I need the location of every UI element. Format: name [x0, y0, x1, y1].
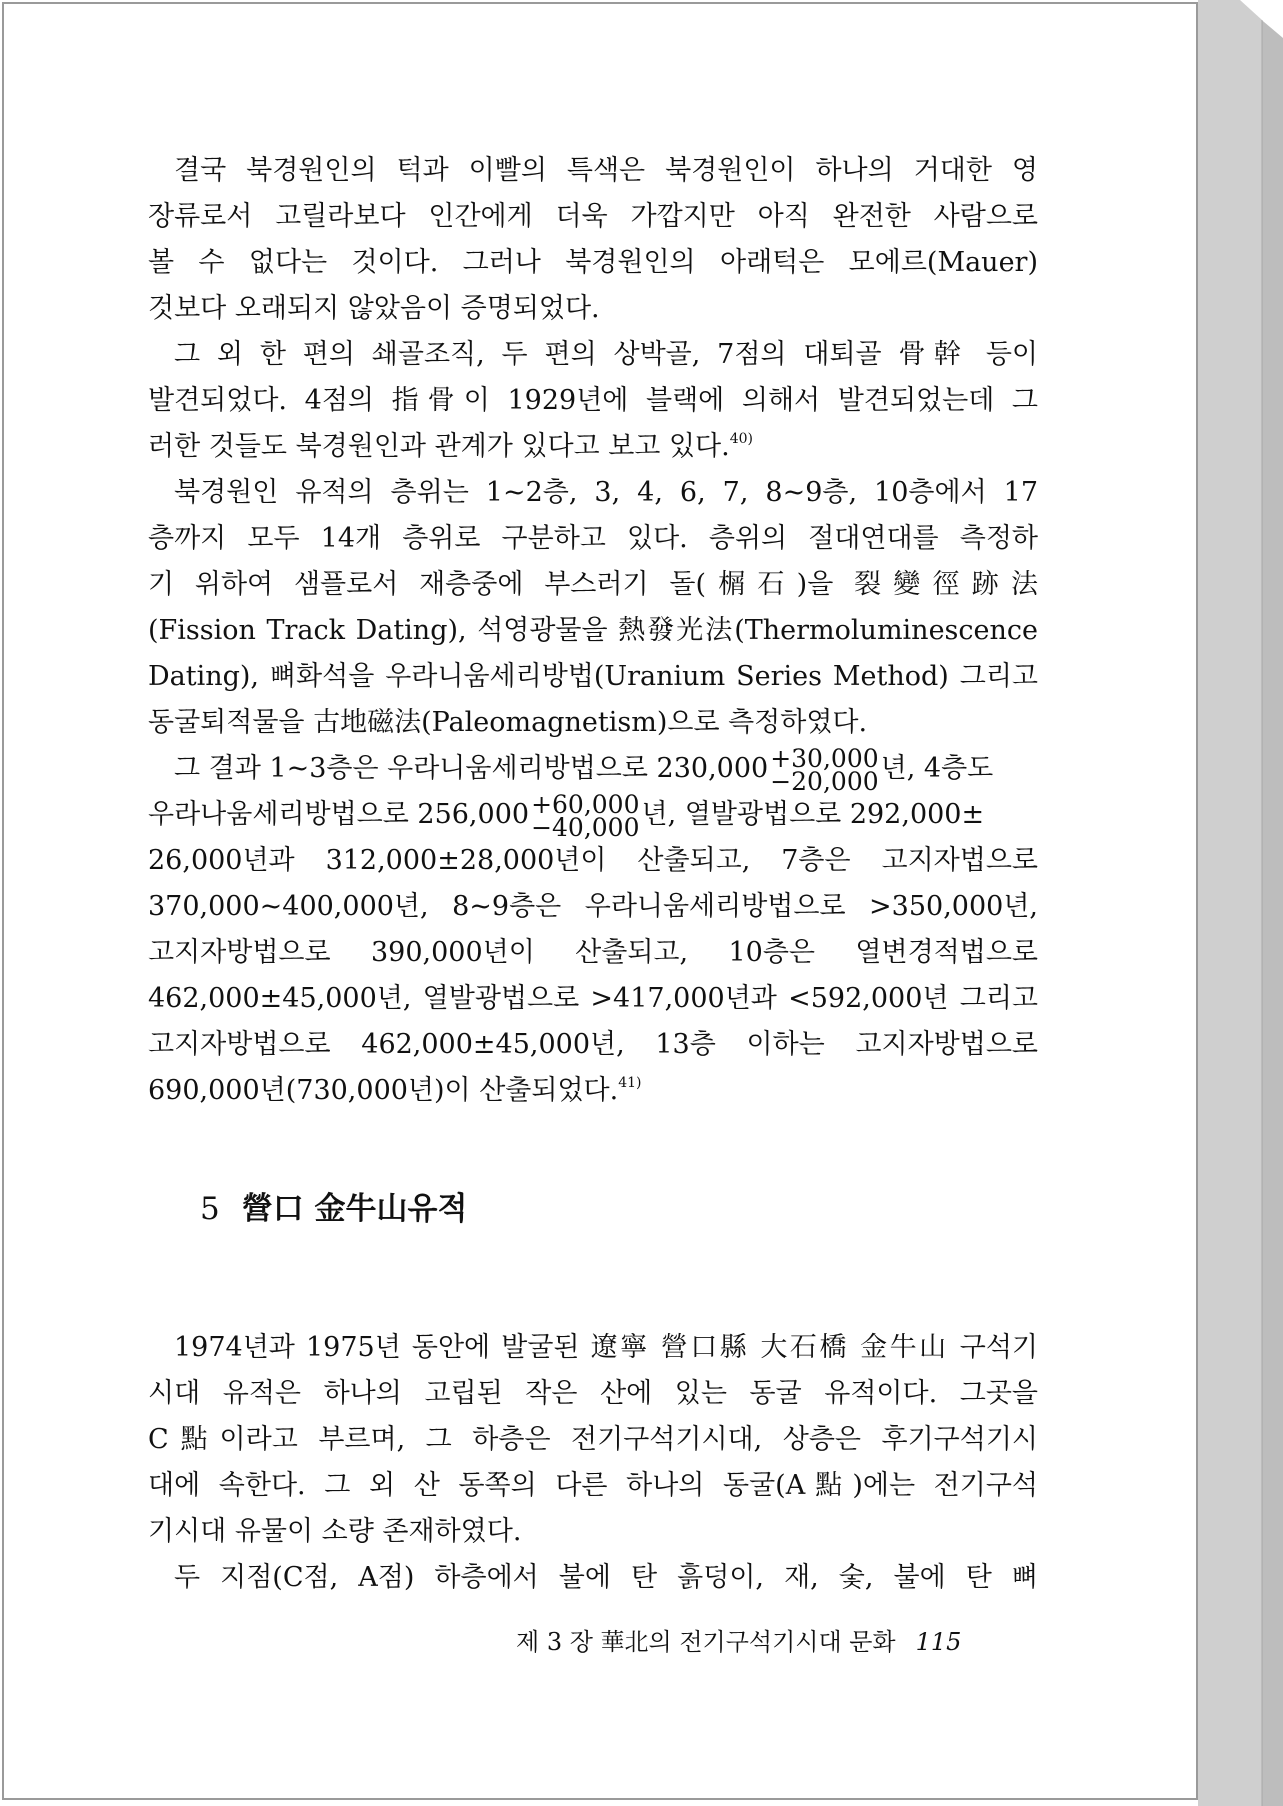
text-line: 볼 수 없다는 것이다. 그러나 북경원인의 아래턱은 모에르(Mauer)	[148, 247, 1038, 278]
range-upper: +30,000	[770, 743, 879, 773]
chapter-title: 제 3 장 華北의 전기구석기시대 문화	[516, 1628, 896, 1656]
text-segment: 년, 4층도	[880, 753, 994, 784]
range-lower: −20,000	[770, 766, 879, 796]
text-line: 기 위하여 샘플로서 재층중에 부스러기 돌(榍石)을 裂變徑跡法	[148, 569, 1038, 600]
text-line: 고지자방법으로 462,000±45,000년, 13층 이하는 고지자방법으로	[148, 1029, 1038, 1060]
text-line: 동굴퇴적물을 古地磁法(Paleomagnetism)으로 측정하였다.	[148, 707, 868, 738]
text-line: 층까지 모두 14개 층위로 구분하고 있다. 층위의 절대연대를 측정하	[148, 523, 1038, 554]
text-line: 1974년과 1975년 동안에 발굴된 遼寧 營口縣 大石橋 金牛山 구석기	[174, 1332, 1038, 1363]
body-text-top	[148, 148, 1038, 1114]
text-line: (Fission Track Dating), 석영광물을 熱發光法(Thermoluminescence	[148, 615, 1038, 646]
paragraph-5	[148, 1325, 1038, 1555]
text-line	[148, 1068, 1038, 1114]
text-line-with-range	[148, 743, 1038, 796]
value-range	[531, 789, 640, 842]
footnote-ref-40: 40)	[729, 431, 753, 447]
text-line: 것보다 오래되지 않았음이 증명되었다.	[148, 293, 600, 324]
text-line: 장류로서 고릴라보다 인간에게 더욱 가깝지만 아직 완전한 사람으로	[148, 201, 1038, 232]
text-segment: 그 결과 1~3층은 우라니움세리방법으로 230,000	[174, 753, 769, 784]
text-line-with-range	[148, 789, 1038, 842]
value-range	[770, 743, 879, 796]
text-line: 고지자방법으로 390,000년이 산출되고, 10층은 열변경적법으로	[148, 937, 1038, 968]
section-heading	[200, 1183, 467, 1228]
text-line-body: 러한 것들도 북경원인과 관계가 있다고 보고 있다.	[148, 431, 730, 462]
text-line: Dating), 뼈화석을 우라니움세리방법(Uranium Series Method) 그리고	[148, 661, 1038, 692]
text-line: 370,000~400,000년, 8~9층은 우라니움세리방법으로 >350,000년,	[148, 891, 1038, 922]
text-line: 북경원인 유적의 층위는 1~2층, 3, 4, 6, 7, 8~9층, 10층에서 17	[174, 477, 1038, 508]
text-line: 결국 북경원인의 턱과 이빨의 특색은 북경원인이 하나의 거대한 영	[174, 155, 1038, 186]
text-line: C點이라고 부르며, 그 하층은 전기구석기시대, 상층은 후기구석기시	[148, 1424, 1038, 1455]
section-number: 5	[200, 1191, 220, 1227]
range-upper: +60,000	[531, 789, 640, 819]
text-line	[148, 424, 1038, 470]
text-line: 기시대 유물이 소량 존재하였다.	[148, 1516, 522, 1547]
page-number: 115	[915, 1628, 962, 1656]
text-segment: 년, 열발광법으로 292,000±	[641, 799, 985, 830]
paragraph-2	[148, 332, 1038, 470]
text-line: 26,000년과 312,000±28,000년이 산출되고, 7층은 고지자법으로	[148, 845, 1038, 876]
text-line: 그 외 한 편의 쇄골조직, 두 편의 상박골, 7점의 대퇴골 骨幹 등이	[174, 339, 1038, 370]
paragraph-3	[148, 470, 1038, 746]
text-line: 두 지점(C점, A점) 하층에서 불에 탄 흙덩이, 재, 숯, 불에 탄 뼈	[174, 1562, 1038, 1593]
paragraph-4	[148, 743, 1038, 1114]
paragraph-1	[148, 148, 1038, 332]
running-footer	[516, 1622, 961, 1657]
footnote-ref-41: 41)	[618, 1075, 642, 1091]
text-line: 462,000±45,000년, 열발광법으로 >417,000년과 <592,000년 그리고	[148, 983, 1038, 1014]
body-text-bottom	[148, 1325, 1038, 1601]
text-line: 시대 유적은 하나의 고립된 작은 산에 있는 동굴 유적이다. 그곳을	[148, 1378, 1038, 1409]
section-title: 營口 金牛山유적	[241, 1191, 468, 1227]
text-line: 대에 속한다. 그 외 산 동쪽의 다른 하나의 동굴(A點)에는 전기구석	[148, 1470, 1038, 1501]
text-line-body: 690,000년(730,000년)이 산출되었다.	[148, 1075, 619, 1106]
paragraph-6	[148, 1555, 1038, 1601]
range-lower: −40,000	[531, 812, 640, 842]
text-line: 발견되었다. 4점의 指骨이 1929년에 블랙에 의해서 발견되었는데 그	[148, 385, 1038, 416]
text-segment: 우라나움세리방법으로 256,000	[148, 799, 530, 830]
